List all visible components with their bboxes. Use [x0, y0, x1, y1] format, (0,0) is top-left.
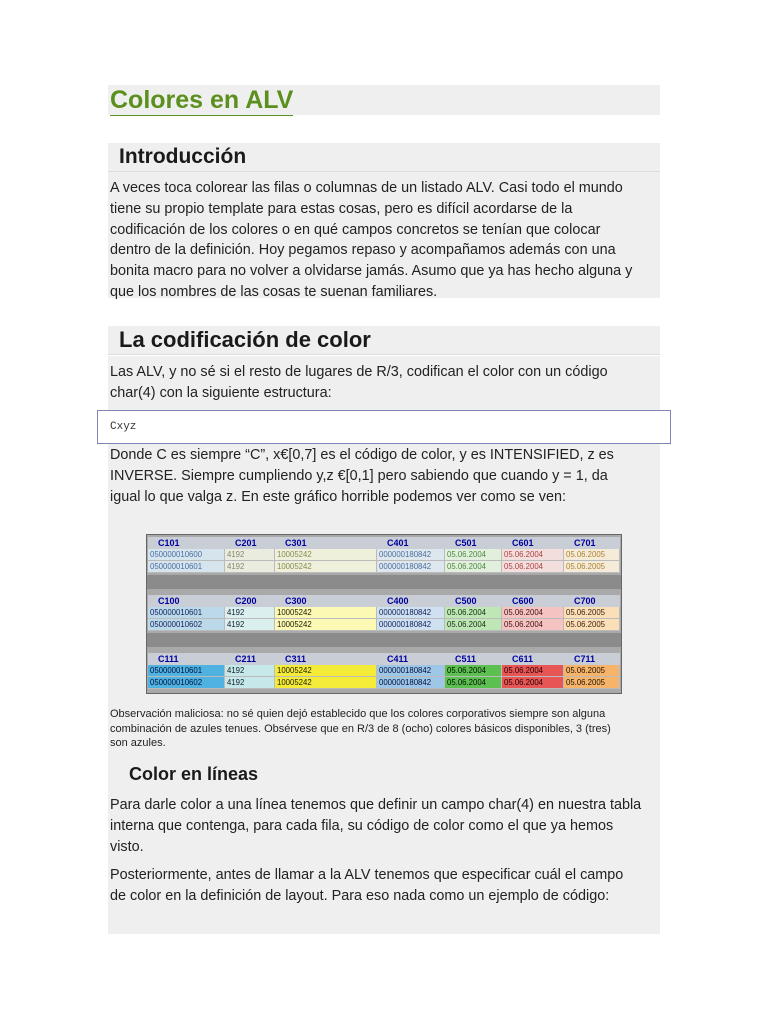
code-block	[97, 410, 671, 444]
text-line: igual lo que valga z. En este gráfico horrible podemos ver como se ven:	[110, 488, 566, 505]
caption-line: combinación de azules tenues. Obsérvese que en R/3 de 8 (ocho) colores básicos disponibles, 3 (tres)	[110, 722, 611, 735]
color-sample-cell: 10005242	[275, 665, 377, 677]
color-sample-row	[147, 619, 621, 631]
color-code-header: C401	[377, 537, 445, 549]
color-sample-cell: 4192	[225, 619, 275, 631]
color-code-header: C211	[225, 653, 275, 665]
color-sample-cell: 000000180842	[377, 665, 445, 677]
page-title-bar	[108, 85, 660, 115]
text-line: Donde C es siempre “C”, x€[0,7] es el código de color, y es INTENSIFIED, z es	[110, 447, 614, 463]
color-sample-cell: 000000180842	[377, 561, 445, 573]
caption-line: Observación maliciosa: no sé quien dejó establecido que los colores corporativos siempre son alguna	[110, 708, 606, 720]
color-sample-cell: 10005242	[275, 619, 377, 631]
color-code-header: C601	[502, 537, 564, 549]
color-codes-table-image	[146, 534, 622, 694]
color-sample-cell: 05.06.2004	[445, 619, 502, 631]
text-line: A veces toca colorear las filas o columnas de un listado ALV. Casi todo el mundo	[110, 180, 623, 196]
section-heading-bar	[108, 143, 660, 172]
color-code-header: C511	[445, 653, 502, 665]
color-sample-cell: 05.06.2004	[502, 607, 564, 619]
color-sample-cell: 05.06.2004	[445, 607, 502, 619]
color-sample-cell: 050000010601	[148, 665, 225, 677]
color-sample-cell: 05.06.2004	[502, 561, 564, 573]
color-sample-cell: 05.06.2005	[564, 561, 620, 573]
color-sample-cell: 05.06.2004	[502, 619, 564, 631]
text-line: Posteriormente, antes de llamar a la ALV tenemos que especificar cuál el campo	[110, 867, 624, 883]
color-sample-row	[147, 677, 621, 689]
color-code-header: C400	[377, 595, 445, 607]
color-sample-cell: 05.06.2005	[564, 677, 620, 689]
color-sample-cell: 05.06.2004	[502, 677, 564, 689]
section-heading-codificacion: La codificación de color	[119, 327, 371, 352]
text-line: visto.	[110, 838, 144, 855]
text-line: bonita macro para no volver a olvidarse jamás. Asumo que ya has hecho alguna y	[110, 263, 633, 280]
color-sample-cell: 050000010601	[148, 607, 225, 619]
text-line: INVERSE. Siempre cumpliendo y,z €[0,1] pero sabiendo que cuando y = 1, da	[110, 467, 608, 484]
color-sample-cell: 000000180842	[377, 619, 445, 631]
codificacion-explanation	[110, 445, 658, 507]
color-sample-cell: 4192	[225, 549, 275, 561]
section-heading-intro: Introducción	[119, 145, 247, 168]
color-sample-cell: 05.06.2004	[445, 665, 502, 677]
color-code-header: C411	[377, 653, 445, 665]
color-header-row	[147, 537, 621, 549]
color-sample-row	[147, 665, 621, 677]
text-line: codificación de los colores o en qué campos concretos se tenían que colocar	[110, 221, 601, 238]
color-code-header: C701	[564, 537, 620, 549]
intro-paragraph	[110, 178, 658, 303]
color-sample-cell: 050000010602	[148, 677, 225, 689]
page-title: Colores en ALV	[110, 86, 294, 114]
color-sample-cell: 05.06.2005	[564, 607, 620, 619]
color-sample-cell: 4192	[225, 561, 275, 573]
group-separator	[147, 633, 621, 647]
color-sample-row	[147, 607, 621, 619]
color-code-header: C100	[148, 595, 225, 607]
color-sample-cell: 000000180842	[377, 677, 445, 689]
color-sample-cell: 05.06.2005	[564, 549, 620, 561]
color-sample-row	[147, 549, 621, 561]
codificacion-paragraph	[110, 362, 658, 404]
color-header-row	[147, 595, 621, 607]
color-code-header: C201	[225, 537, 275, 549]
color-sample-cell: 05.06.2004	[502, 549, 564, 561]
color-sample-cell: 10005242	[275, 607, 377, 619]
group-separator	[147, 575, 621, 589]
color-sample-cell: 05.06.2005	[564, 665, 620, 677]
color-sample-cell: 000000180842	[377, 549, 445, 561]
color-code-header: C611	[502, 653, 564, 665]
text-line: tiene su propio template para estas cosas, pero es difícil acordarse de la	[110, 200, 573, 217]
lineas-paragraph-1	[110, 795, 658, 857]
color-sample-cell: 4192	[225, 607, 275, 619]
subsection-heading-lineas: Color en líneas	[129, 764, 259, 784]
section-heading-bar	[108, 326, 660, 355]
color-sample-cell: 000000180842	[377, 607, 445, 619]
color-code-header: C501	[445, 537, 502, 549]
text-line: Para darle color a una línea tenemos que definir un campo char(4) en nuestra tabla	[110, 797, 642, 813]
text-line: char(4) con la siguiente estructura:	[110, 384, 332, 401]
color-code-header: C111	[148, 653, 225, 665]
color-sample-cell: 05.06.2004	[502, 665, 564, 677]
color-sample-cell: 10005242	[275, 561, 377, 573]
color-sample-cell: 05.06.2005	[564, 619, 620, 631]
color-sample-cell: 05.06.2004	[445, 677, 502, 689]
text-line: Las ALV, y no sé si el resto de lugares de R/3, codifican el color con un código	[110, 364, 608, 380]
text-line: de color en la definición de layout. Para eso nada como un ejemplo de código:	[110, 887, 610, 904]
color-sample-cell: 050000010601	[148, 561, 225, 573]
color-code-header: C300	[275, 595, 377, 607]
color-sample-cell: 05.06.2004	[445, 561, 502, 573]
color-sample-cell: 050000010602	[148, 619, 225, 631]
code-text: Cxyz	[110, 421, 137, 433]
caption-line: son azules.	[110, 737, 166, 749]
color-code-header: C500	[445, 595, 502, 607]
color-code-header: C600	[502, 595, 564, 607]
color-code-header: C200	[225, 595, 275, 607]
color-code-header: C711	[564, 653, 620, 665]
color-code-header: C101	[148, 537, 225, 549]
text-line: dentro de la definición. Hoy pegamos repaso y acompañamos además con una	[110, 242, 616, 259]
text-line: que los nombres de las cosas te suenan familiares.	[110, 283, 438, 300]
color-sample-cell: 10005242	[275, 677, 377, 689]
color-code-header: C301	[275, 537, 377, 549]
text-line: interna que contenga, para cada fila, su código de color como el que ya hemos	[110, 817, 614, 834]
color-sample-cell: 10005242	[275, 549, 377, 561]
image-caption	[110, 707, 650, 751]
lineas-paragraph-2	[110, 865, 658, 907]
color-code-header: C700	[564, 595, 620, 607]
color-sample-cell: 050000010600	[148, 549, 225, 561]
color-sample-cell: 4192	[225, 665, 275, 677]
color-sample-cell: 4192	[225, 677, 275, 689]
color-sample-cell: 05.06.2004	[445, 549, 502, 561]
color-code-header: C311	[275, 653, 377, 665]
color-sample-row	[147, 561, 621, 573]
color-header-row	[147, 653, 621, 665]
